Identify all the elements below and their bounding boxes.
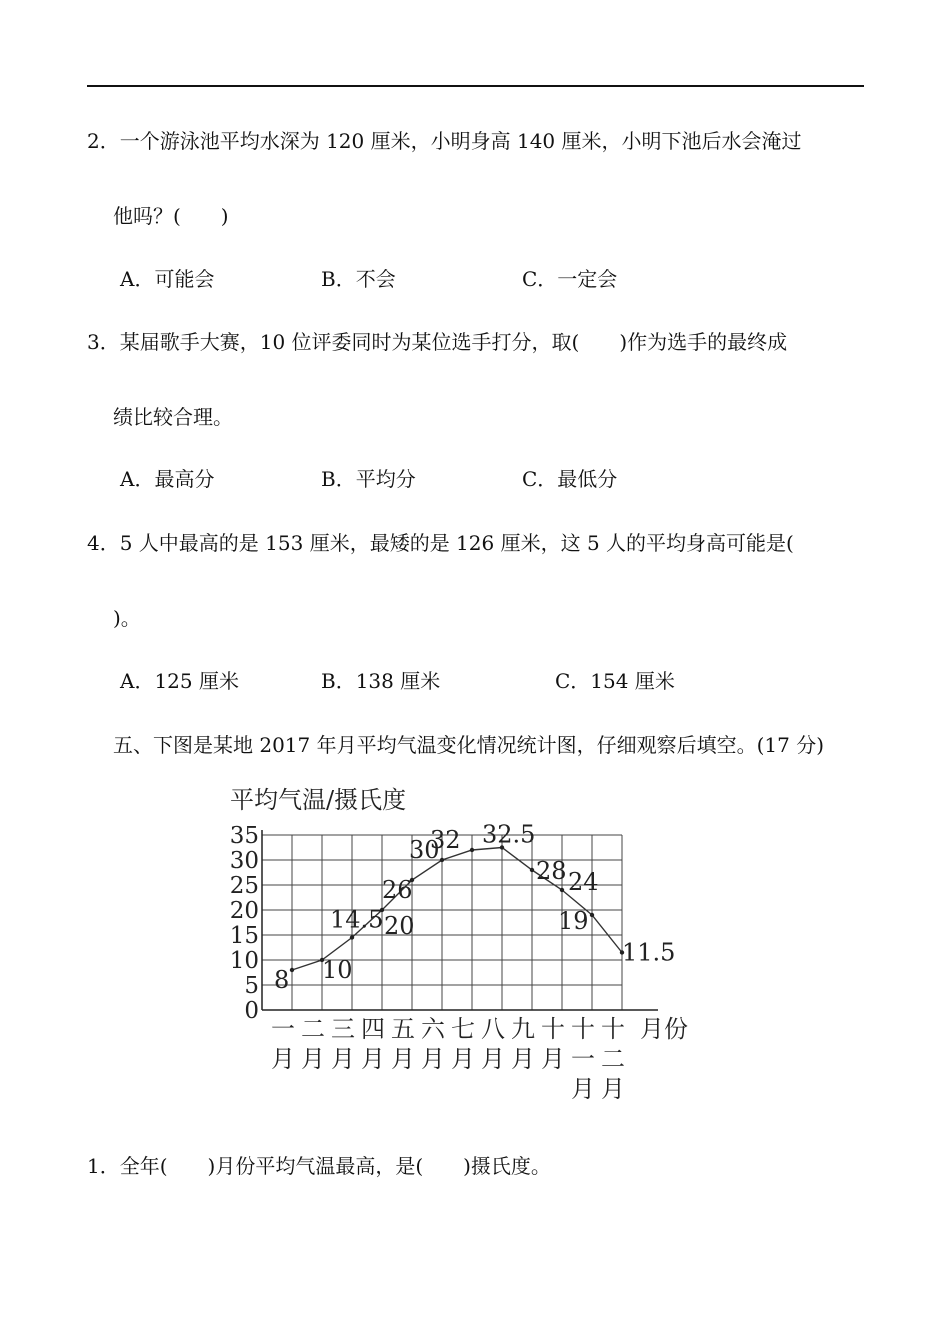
- chart-x-tick-labels: [271, 1015, 625, 1103]
- x-tick-label: 六: [421, 1015, 445, 1043]
- x-tick-label: 月: [331, 1045, 355, 1073]
- temperature-line-chart: [220, 775, 710, 1110]
- q4-line1: 4．5 人中最高的是 153 厘米，最矮的是 126 厘米，这 5 人的平均身高可能是(: [87, 531, 794, 555]
- x-tick-label: 月: [391, 1045, 415, 1073]
- data-label: 30: [409, 836, 440, 864]
- x-tick-label: 四: [361, 1015, 385, 1043]
- data-label: 10: [322, 956, 353, 984]
- x-tick-label: 月: [481, 1045, 505, 1073]
- data-label: 20: [384, 912, 415, 940]
- x-tick-label: 月: [421, 1045, 445, 1073]
- q4-option-a: A．125 厘米: [120, 669, 239, 693]
- y-tick-label: 15: [229, 923, 259, 949]
- x-tick-label: 七: [451, 1015, 475, 1043]
- y-tick-label: 5: [244, 973, 259, 999]
- q4-option-b: B．138 厘米: [321, 669, 441, 693]
- data-label: 19: [558, 907, 589, 935]
- data-point: [530, 868, 534, 872]
- q2-option-a: A．可能会: [120, 267, 215, 291]
- data-label: 14.5: [330, 905, 384, 934]
- y-tick-label: 0: [244, 998, 259, 1024]
- y-tick-label: 10: [229, 948, 259, 974]
- x-tick-label: 一: [571, 1045, 595, 1073]
- x-tick-label: 八: [481, 1015, 505, 1043]
- q3-line2: 绩比较合理。: [113, 405, 233, 429]
- x-tick-label: 二: [301, 1015, 325, 1043]
- data-label: 24: [568, 868, 599, 896]
- section5-heading: 五、下图是某地 2017 年月平均气温变化情况统计图，仔细观察后填空。(17 分): [113, 733, 825, 757]
- chart-y-axis-title: 平均气温/摄氏度: [230, 786, 407, 814]
- top-rule: [87, 85, 864, 87]
- y-tick-label: 20: [229, 898, 259, 924]
- q3-option-b: B．平均分: [321, 467, 416, 491]
- x-tick-label: 二: [601, 1045, 625, 1073]
- data-label: 11.5: [622, 938, 676, 967]
- x-tick-label: 十: [571, 1015, 595, 1043]
- data-point: [590, 913, 594, 917]
- x-tick-label: 一: [271, 1015, 295, 1043]
- q4-line2: )。: [113, 606, 141, 630]
- y-tick-label: 30: [229, 848, 259, 874]
- data-label: 26: [382, 876, 413, 904]
- x-tick-label: 十: [601, 1015, 625, 1043]
- q3-option-c: C．最低分: [522, 467, 618, 491]
- data-point: [290, 968, 294, 972]
- data-label: 28: [536, 857, 567, 885]
- y-tick-label: 25: [229, 873, 259, 899]
- x-tick-label: 九: [511, 1015, 535, 1043]
- chart-y-tick-labels: [230, 823, 259, 1024]
- q3-option-a: A．最高分: [120, 467, 215, 491]
- x-tick-label: 五: [391, 1015, 415, 1043]
- q4-option-c: C．154 厘米: [555, 669, 675, 693]
- x-tick-label: 月: [601, 1075, 625, 1103]
- data-label: 32.5: [482, 820, 536, 849]
- x-tick-label: 月: [271, 1045, 295, 1073]
- x-tick-label: 月: [571, 1075, 595, 1103]
- x-tick-label: 三: [331, 1015, 355, 1043]
- x-tick-label: 月: [361, 1045, 385, 1073]
- data-point: [560, 888, 564, 892]
- y-tick-label: 35: [229, 823, 259, 849]
- chart-data-labels: [274, 821, 675, 995]
- section5-question1: 1．全年( )月份平均气温最高，是( )摄氏度。: [87, 1154, 551, 1178]
- chart-x-axis-title: 月份: [640, 1015, 688, 1043]
- x-tick-label: 十: [541, 1015, 565, 1043]
- data-point: [350, 935, 354, 939]
- data-point: [440, 858, 444, 862]
- q2-option-b: B．不会: [321, 267, 396, 291]
- x-tick-label: 月: [541, 1045, 565, 1073]
- q2-option-c: C．一定会: [522, 267, 618, 291]
- x-tick-label: 月: [301, 1045, 325, 1073]
- q3-line1: 3．某届歌手大赛，10 位评委同时为某位选手打分，取( )作为选手的最终成: [87, 330, 788, 354]
- q2-line2: 他吗？( ): [113, 204, 229, 228]
- q2-line1: 2．一个游泳池平均水深为 120 厘米，小明身高 140 厘米，小明下池后水会淹过: [87, 129, 802, 153]
- data-label: 8: [274, 966, 290, 994]
- data-point: [470, 848, 474, 852]
- x-tick-label: 月: [511, 1045, 535, 1073]
- data-label: 32: [430, 826, 461, 854]
- x-tick-label: 月: [451, 1045, 475, 1073]
